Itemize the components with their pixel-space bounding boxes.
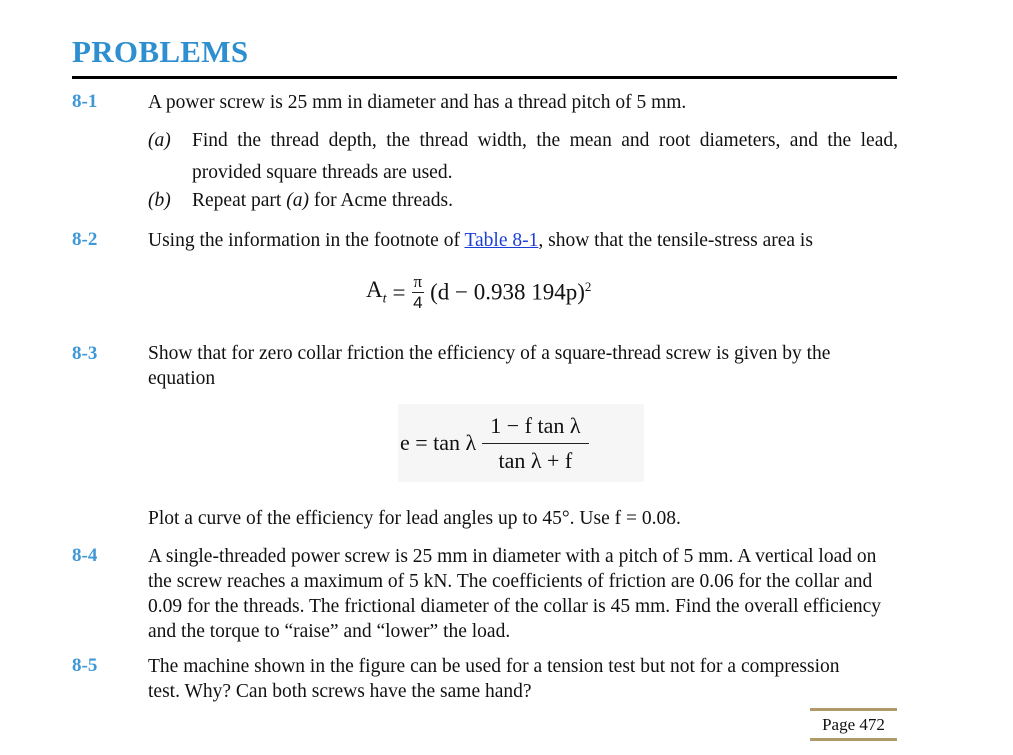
problem-number-8-3: 8-3 <box>72 343 98 364</box>
problem-8-3-text: Show that for zero collar friction the efficiency of a square-thread screw is given by the equation <box>148 343 831 389</box>
efficiency-equation <box>398 404 644 482</box>
page-heading: PROBLEMS <box>72 34 249 69</box>
table-8-1-link[interactable]: Table 8-1 <box>464 230 539 251</box>
eq-numerator: π <box>413 272 423 291</box>
problem-8-1-part-b <box>148 185 898 217</box>
part-a-label: (a) <box>148 130 171 151</box>
problem-8-1-text: A power screw is 25 mm in diameter and has a thread pitch of 5 mm. <box>148 92 687 113</box>
part-a-text: Find the thread depth, the thread width, the mean and root diameters, and the lead, provided square threads are used. <box>192 130 898 183</box>
eq-fraction <box>412 272 425 313</box>
problem-number-8-5: 8-5 <box>72 655 98 676</box>
problem-8-4-text: A single-threaded power screw is 25 mm in diameter with a pitch of 5 mm. A vertical load on the screw reaches a maximum of 5 kN. The coefficients of friction are 0.06 for the collar and 0.09 for the threads. The frictional diameter of the collar is 45 mm. Find the overall efficiency and the torque to “raise” and “lower” the load. <box>148 546 882 642</box>
eq-denominator: 4 <box>413 293 423 312</box>
part-b-label: (b) <box>148 190 171 211</box>
eq-body: (d − 0.938 194p)$^2$ <box>430 279 592 305</box>
problem-number-8-4: 8-4 <box>72 545 98 566</box>
tensile-area-equation <box>366 272 591 313</box>
eff-eq-fraction <box>482 413 588 474</box>
eq-lhs: $A_t$ <box>366 277 387 307</box>
heading-rule <box>72 76 897 79</box>
problem-8-2-text: Using the information in the footnote of Table 8-1, show that the tensile-stress area is <box>148 230 813 251</box>
part-b-text: Repeat part (a) for Acme threads. <box>192 190 454 211</box>
problem-number-8-1: 8-1 <box>72 91 98 112</box>
eff-eq-numerator: 1 − f tan λ <box>482 413 588 444</box>
problem-8-3-plot-text: Plot a curve of the efficiency for lead angles up to 45°. Use f = 0.08. <box>148 508 681 529</box>
problem-number-8-2: 8-2 <box>72 229 98 250</box>
eq-equals: = <box>392 279 406 305</box>
eff-eq-lhs: e = tan λ <box>400 430 477 455</box>
problem-8-1-part-a <box>148 125 898 189</box>
page-number-label: Page 472 <box>810 708 897 741</box>
eff-eq-denominator: tan λ + f <box>498 447 573 473</box>
problem-8-5-text: The machine shown in the figure can be used for a tension test but not for a compression test. Why? Can both screws have the same hand? <box>148 656 840 702</box>
